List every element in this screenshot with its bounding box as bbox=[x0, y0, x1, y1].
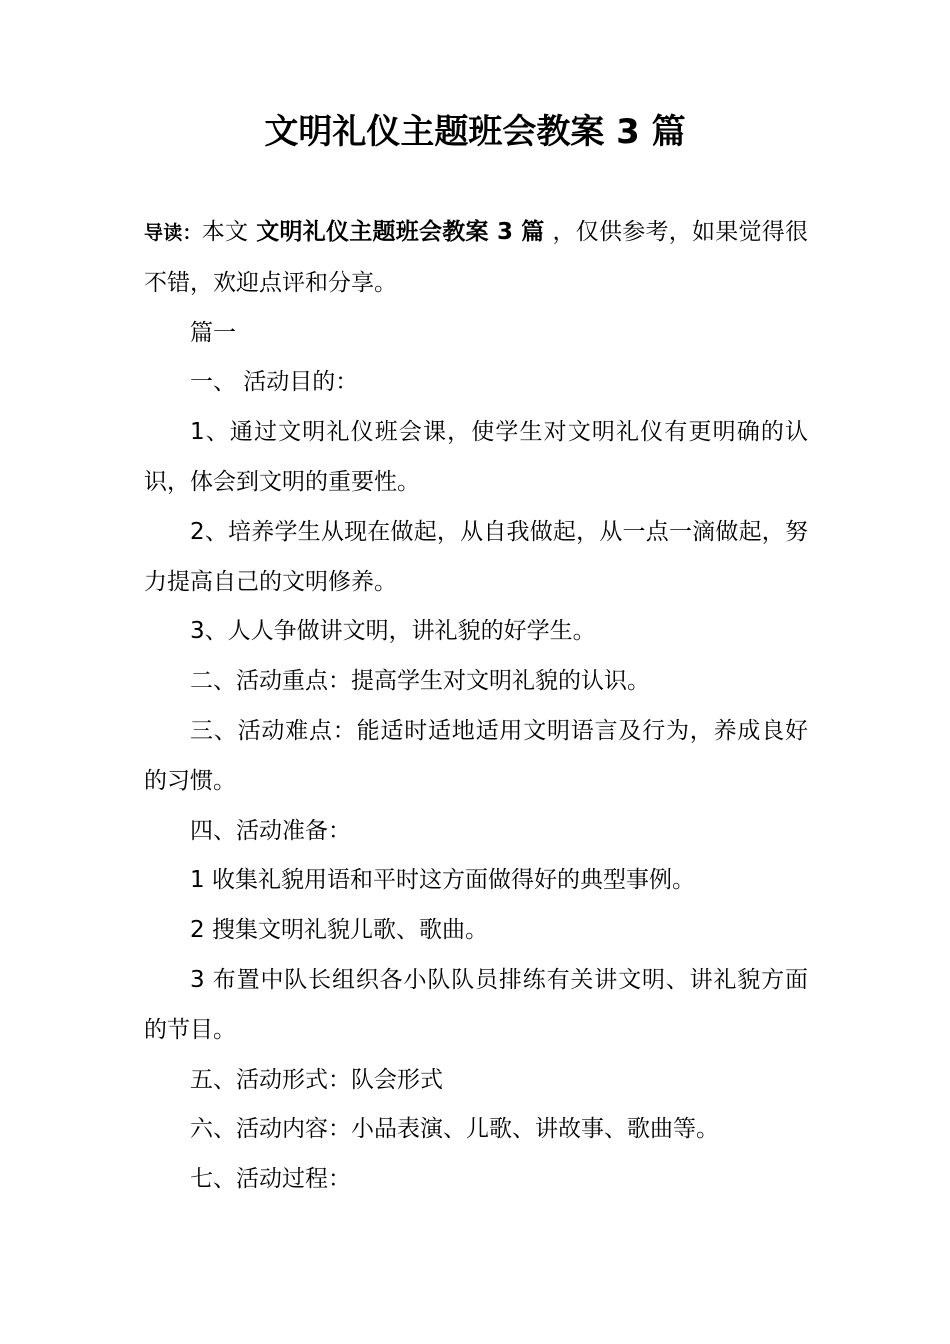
lead-paragraph bbox=[144, 208, 808, 309]
section-heading: 篇一 bbox=[190, 319, 236, 346]
document-title: 文明礼仪主题班会教案 3 篇 bbox=[264, 112, 686, 152]
paragraph: 一、 活动目的： bbox=[190, 369, 359, 396]
paragraph: 六、活动内容：小品表演、儿歌、讲故事、歌曲等。 bbox=[190, 1116, 719, 1143]
lead-label: 导读： bbox=[144, 222, 202, 244]
paragraph: 七、活动过程： bbox=[190, 1166, 351, 1193]
lead-doc-title: 文明礼仪主题班会教案 3 篇 bbox=[256, 219, 545, 245]
paragraph: 3 布置中队长组织各小队队员排练有关讲文明、讲礼貌方面的节目。 bbox=[144, 966, 808, 1043]
paragraph: 2、培养学生从现在做起，从自我做起，从一点一滴做起，努力提高自己的文明修养。 bbox=[144, 518, 808, 595]
paragraph: 1 收集礼貌用语和平时这方面做得好的典型事例。 bbox=[190, 867, 695, 894]
lead-suffix: ，仅供参考，如果觉得很不错，欢迎点评和分享。 bbox=[144, 219, 808, 296]
document-body bbox=[144, 208, 808, 1205]
paragraph: 1、通过文明礼仪班会课，使学生对文明礼仪有更明确的认识，体会到文明的重要性。 bbox=[144, 419, 808, 495]
paragraph: 三、活动难点：能适时适地适用文明语言及行为，养成良好的习惯。 bbox=[144, 717, 808, 794]
paragraph: 二、活动重点：提高学生对文明礼貌的认识。 bbox=[190, 668, 650, 695]
paragraph: 2 搜集文明礼貌儿歌、歌曲。 bbox=[190, 917, 488, 944]
paragraph: 五、活动形式：队会形式 bbox=[190, 1066, 443, 1093]
paragraph: 3、人人争做讲文明，讲礼貌的好学生。 bbox=[190, 618, 596, 645]
paragraph: 四、活动准备： bbox=[190, 817, 351, 844]
lead-prefix: 本文 bbox=[201, 219, 249, 245]
